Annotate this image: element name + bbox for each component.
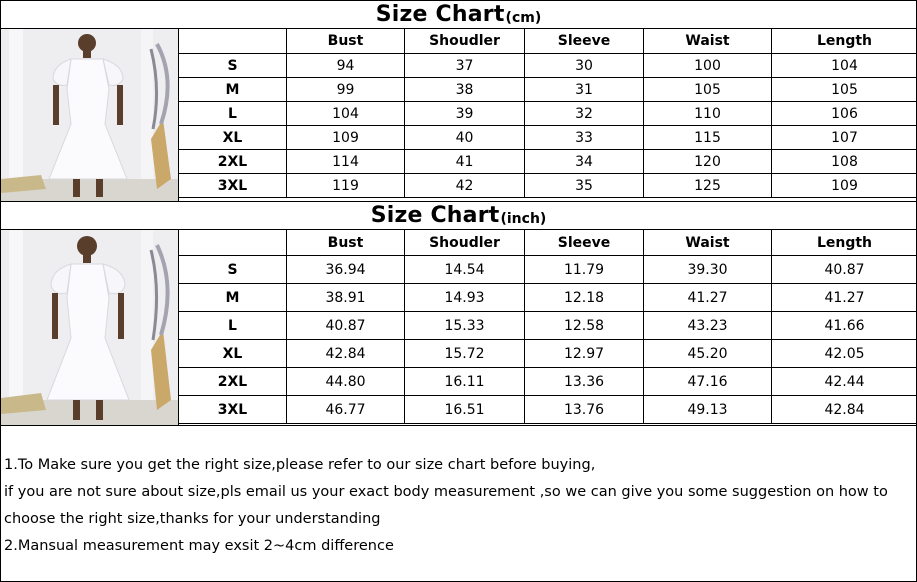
measurement-cell: 39 bbox=[405, 102, 525, 126]
size-label-cell: XL bbox=[179, 340, 287, 368]
measurement-cell: 107 bbox=[772, 126, 917, 150]
measurement-cell: 32 bbox=[525, 102, 644, 126]
measurement-cell: 105 bbox=[772, 78, 917, 102]
size-notes bbox=[4, 452, 909, 560]
measurement-cell: 37 bbox=[405, 54, 525, 78]
measurement-cell: 125 bbox=[644, 174, 772, 198]
size-label-cell: M bbox=[179, 78, 287, 102]
table-row bbox=[179, 256, 917, 284]
table-row bbox=[179, 368, 917, 396]
header-bust: Bust bbox=[287, 29, 405, 54]
measurement-cell: 31 bbox=[525, 78, 644, 102]
measurement-cell: 110 bbox=[644, 102, 772, 126]
header-shoulder: Shoudler bbox=[405, 230, 525, 256]
table-row bbox=[179, 78, 917, 102]
table-row bbox=[179, 102, 917, 126]
size-label-cell: S bbox=[179, 256, 287, 284]
measurement-cell: 12.58 bbox=[525, 312, 644, 340]
measurement-cell: 35 bbox=[525, 174, 644, 198]
size-table-cm bbox=[178, 28, 917, 198]
measurement-cell: 40.87 bbox=[772, 256, 917, 284]
header-waist: Waist bbox=[644, 29, 772, 54]
table-row bbox=[179, 284, 917, 312]
measurement-cell: 109 bbox=[772, 174, 917, 198]
measurement-cell: 104 bbox=[287, 102, 405, 126]
measurement-cell: 12.97 bbox=[525, 340, 644, 368]
measurement-cell: 39.30 bbox=[644, 256, 772, 284]
measurement-cell: 43.23 bbox=[644, 312, 772, 340]
header-sleeve: Sleeve bbox=[525, 230, 644, 256]
dress-model-image bbox=[1, 29, 178, 201]
table-row bbox=[179, 150, 917, 174]
table-row bbox=[179, 126, 917, 150]
size-chart-title-inch bbox=[1, 201, 916, 230]
measurement-cell: 94 bbox=[287, 54, 405, 78]
note-line-3: choose the right size,thanks for your understanding bbox=[4, 511, 381, 527]
note-line-1: 1.To Make sure you get the right size,please refer to our size chart before buying, bbox=[4, 457, 596, 473]
measurement-cell: 12.18 bbox=[525, 284, 644, 312]
measurement-cell: 38 bbox=[405, 78, 525, 102]
size-label-cell: M bbox=[179, 284, 287, 312]
measurement-cell: 104 bbox=[772, 54, 917, 78]
measurement-cell: 115 bbox=[644, 126, 772, 150]
chart-unit-label: (inch) bbox=[500, 210, 547, 227]
measurement-cell: 38.91 bbox=[287, 284, 405, 312]
measurement-cell: 40 bbox=[405, 126, 525, 150]
header-sleeve: Sleeve bbox=[525, 29, 644, 54]
measurement-cell: 11.79 bbox=[525, 256, 644, 284]
chart-title: Size Chart bbox=[370, 203, 500, 228]
size-label-cell: 2XL bbox=[179, 368, 287, 396]
measurement-cell: 14.93 bbox=[405, 284, 525, 312]
measurement-cell: 41.27 bbox=[772, 284, 917, 312]
measurement-cell: 108 bbox=[772, 150, 917, 174]
size-label-cell: L bbox=[179, 102, 287, 126]
measurement-cell: 42.44 bbox=[772, 368, 917, 396]
measurement-cell: 30 bbox=[525, 54, 644, 78]
measurement-cell: 34 bbox=[525, 150, 644, 174]
measurement-cell: 47.16 bbox=[644, 368, 772, 396]
size-label-cell: S bbox=[179, 54, 287, 78]
chart-unit-label: (cm) bbox=[505, 9, 542, 26]
table-header-row bbox=[179, 29, 917, 54]
header-size-cell bbox=[179, 29, 287, 54]
notes-divider bbox=[0, 425, 917, 426]
measurement-cell: 15.33 bbox=[405, 312, 525, 340]
header-length: Length bbox=[772, 29, 917, 54]
measurement-cell: 42.84 bbox=[287, 340, 405, 368]
measurement-cell: 42 bbox=[405, 174, 525, 198]
measurement-cell: 41.66 bbox=[772, 312, 917, 340]
measurement-cell: 40.87 bbox=[287, 312, 405, 340]
header-bust: Bust bbox=[287, 230, 405, 256]
header-waist: Waist bbox=[644, 230, 772, 256]
measurement-cell: 16.11 bbox=[405, 368, 525, 396]
measurement-cell: 100 bbox=[644, 54, 772, 78]
table-row bbox=[179, 340, 917, 368]
dress-model-image bbox=[1, 230, 178, 425]
note-line-4: 2.Mansual measurement may exsit 2~4cm difference bbox=[4, 538, 394, 554]
measurement-cell: 13.36 bbox=[525, 368, 644, 396]
size-label-cell: XL bbox=[179, 126, 287, 150]
measurement-cell: 41 bbox=[405, 150, 525, 174]
measurement-cell: 106 bbox=[772, 102, 917, 126]
table-row bbox=[179, 312, 917, 340]
measurement-cell: 120 bbox=[644, 150, 772, 174]
chart-title: Size Chart bbox=[375, 2, 505, 27]
measurement-cell: 45.20 bbox=[644, 340, 772, 368]
measurement-cell: 13.76 bbox=[525, 396, 644, 424]
dress-photo-inch bbox=[1, 230, 179, 425]
header-length: Length bbox=[772, 230, 917, 256]
table-row bbox=[179, 174, 917, 198]
measurement-cell: 109 bbox=[287, 126, 405, 150]
table-row bbox=[179, 54, 917, 78]
measurement-cell: 42.84 bbox=[772, 396, 917, 424]
measurement-cell: 114 bbox=[287, 150, 405, 174]
measurement-cell: 36.94 bbox=[287, 256, 405, 284]
size-chart-title-cm bbox=[1, 1, 916, 29]
measurement-cell: 16.51 bbox=[405, 396, 525, 424]
measurement-cell: 105 bbox=[644, 78, 772, 102]
size-label-cell: L bbox=[179, 312, 287, 340]
table-row bbox=[179, 396, 917, 424]
size-label-cell: 2XL bbox=[179, 150, 287, 174]
size-table-inch bbox=[178, 229, 917, 424]
measurement-cell: 49.13 bbox=[644, 396, 772, 424]
header-shoulder: Shoudler bbox=[405, 29, 525, 54]
measurement-cell: 41.27 bbox=[644, 284, 772, 312]
measurement-cell: 119 bbox=[287, 174, 405, 198]
measurement-cell: 99 bbox=[287, 78, 405, 102]
measurement-cell: 46.77 bbox=[287, 396, 405, 424]
note-line-2: if you are not sure about size,pls email us your exact body measurement ,so we can give you some suggestion on how to bbox=[4, 484, 888, 500]
size-label-cell: 3XL bbox=[179, 174, 287, 198]
header-size-cell bbox=[179, 230, 287, 256]
size-label-cell: 3XL bbox=[179, 396, 287, 424]
measurement-cell: 15.72 bbox=[405, 340, 525, 368]
measurement-cell: 14.54 bbox=[405, 256, 525, 284]
dress-photo-cm bbox=[1, 29, 179, 201]
measurement-cell: 42.05 bbox=[772, 340, 917, 368]
table-header-row bbox=[179, 230, 917, 256]
measurement-cell: 44.80 bbox=[287, 368, 405, 396]
measurement-cell: 33 bbox=[525, 126, 644, 150]
